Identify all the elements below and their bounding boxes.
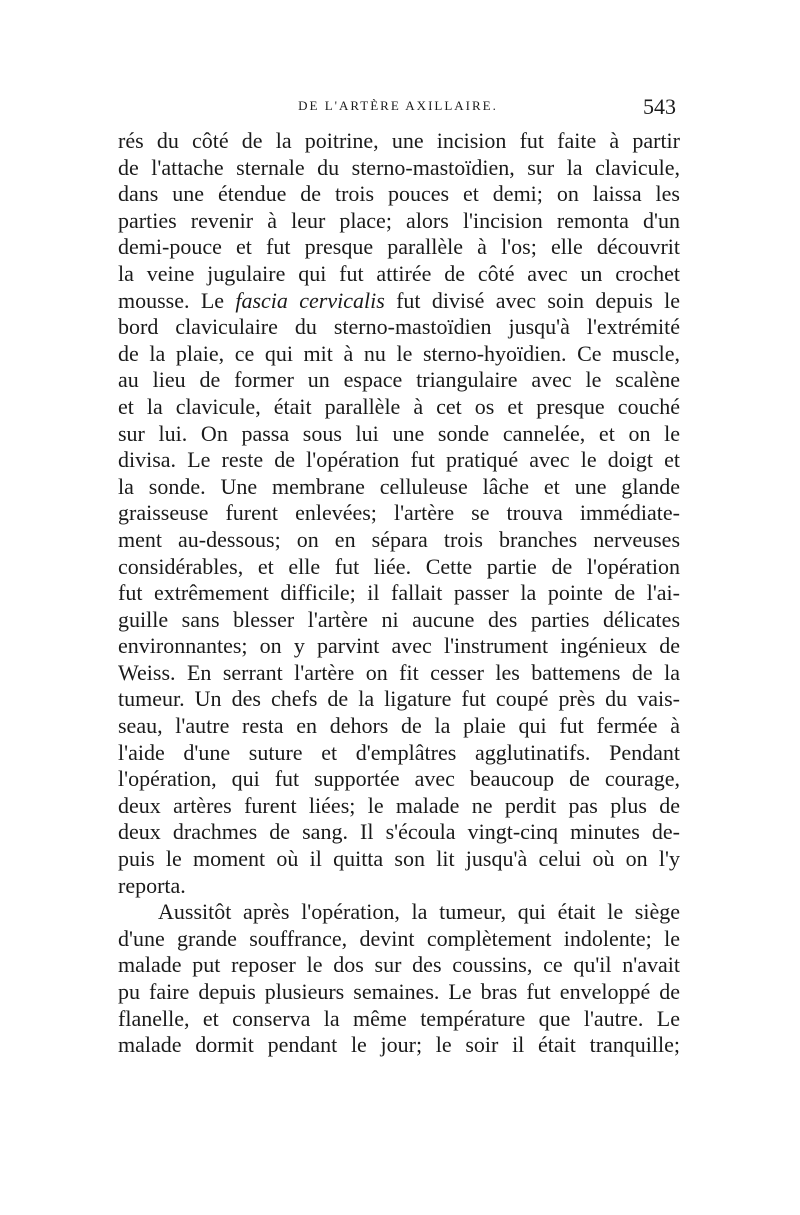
text-line: graisseuse furent enlevées; l'artère se trouva immédiate- — [118, 500, 680, 526]
text-line: malade put reposer le dos sur des coussins, ce qu'il n'avait — [118, 952, 680, 978]
body-text — [118, 128, 680, 1059]
text-line: sur lui. On passa sous lui une sonde cannelée, et on le — [118, 420, 680, 446]
page-number: 543 — [643, 94, 676, 119]
text-line — [118, 288, 680, 315]
text-line: la sonde. Une membrane celluleuse lâche et une glande — [118, 473, 680, 499]
text-line: bord claviculaire du sterno-mastoïdien jusqu'à l'extrémité — [118, 314, 680, 340]
text-line: demi-pouce et fut presque parallèle à l'os; elle découvrit — [118, 234, 680, 260]
text-line: dans une étendue de trois pouces et demi; on laissa les — [118, 181, 680, 207]
text-line: reporta. — [118, 872, 186, 898]
page-header — [118, 94, 678, 130]
text-line: seau, l'autre resta en dehors de la plaie qui fut fermée à — [118, 713, 680, 739]
text-line: l'opération, qui fut supportée avec beaucoup de courage, — [118, 766, 680, 792]
text-line: d'une grande souffrance, devint complètement indolente; le — [118, 925, 680, 951]
text-line: malade dormit pendant le jour; le soir il était tranquille; — [118, 1032, 680, 1058]
text-line: considérables, et elle fut liée. Cette partie de l'opération — [118, 553, 680, 579]
text-line: au lieu de former un espace triangulaire avec le scalène — [118, 367, 680, 393]
text-line: deux artères furent liées; le malade ne perdit pas plus de — [118, 792, 680, 818]
text-line: flanelle, et conserva la même température que l'autre. Le — [118, 1005, 680, 1031]
italic-term: fascia cervicalis — [235, 287, 385, 313]
text-line: la veine jugulaire qui fut attirée de côté avec un crochet — [118, 260, 680, 286]
text-line: et la clavicule, était parallèle à cet os et presque couché — [118, 393, 680, 419]
text-line: pu faire depuis plusieurs semaines. Le bras fut enveloppé de — [118, 979, 680, 1004]
text-line: guille sans blesser l'artère ni aucune des parties délicates — [118, 606, 680, 632]
text-line: tumeur. Un des chefs de la ligature fut coupé près du vais- — [118, 686, 680, 712]
running-title: DE L'ARTÈRE AXILLAIRE. — [298, 98, 498, 113]
text-line: de la plaie, ce qui mit à nu le sterno-hyoïdien. Ce muscle, — [118, 340, 680, 366]
text-line: Weiss. En serrant l'artère on fit cesser les battemens de la — [118, 659, 680, 685]
text-line: de l'attache sternale du sterno-mastoïdien, sur la clavicule, — [118, 154, 680, 180]
text-line: ment au-dessous; on en sépara trois branches nerveuses — [118, 526, 680, 552]
text-line: environnantes; on y parvint avec l'instrument ingénieux de — [118, 633, 680, 659]
text-line: rés du côté de la poitrine, une incision fut faite à partir — [118, 128, 680, 153]
text-line: l'aide d'une suture et d'emplâtres agglutinatifs. Pendant — [118, 739, 680, 765]
text-run: fut divisé avec soin depuis le — [384, 287, 680, 313]
text-run: mousse. Le — [118, 287, 236, 313]
text-line: deux drachmes de sang. Il s'écoula vingt-cinq minutes de- — [118, 819, 680, 845]
text-line: divisa. Le reste de l'opération fut pratiqué avec le doigt et — [118, 447, 680, 473]
text-line: puis le moment où il quitta son lit jusqu'à celui où on l'y — [118, 846, 680, 872]
text-line: fut extrêmement difficile; il fallait passer la pointe de l'ai- — [118, 580, 680, 606]
text-line: Aussitôt après l'opération, la tumeur, qui était le siège — [158, 899, 680, 925]
text-line: parties revenir à leur place; alors l'incision remonta d'un — [118, 207, 680, 233]
